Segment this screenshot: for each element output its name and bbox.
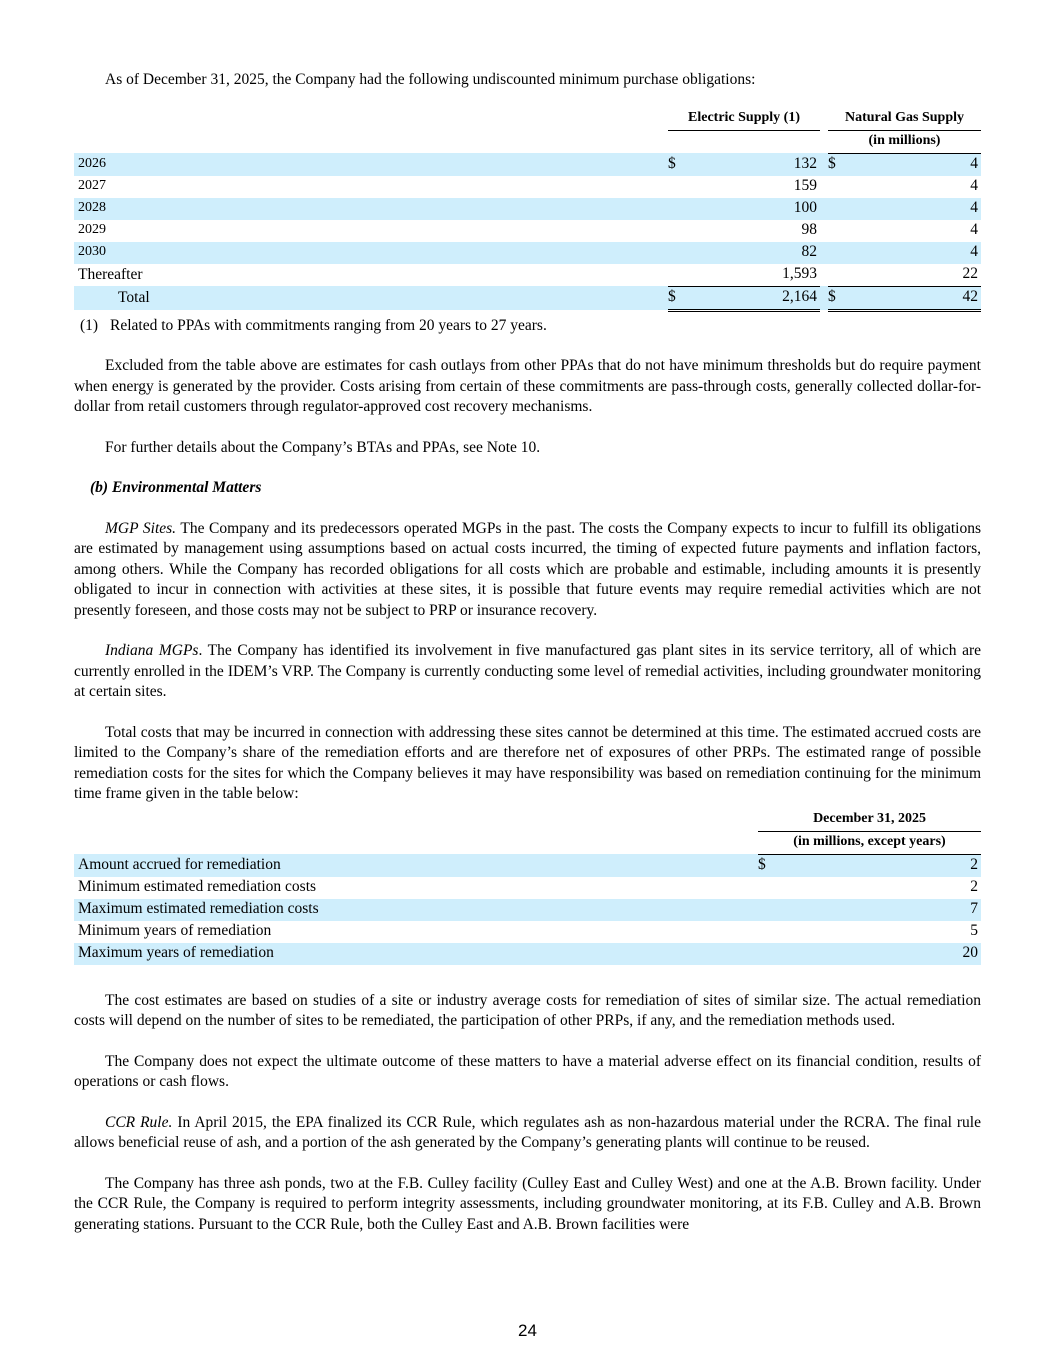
row-label: Amount accrued for remediation bbox=[74, 854, 758, 877]
footnote-text: Related to PPAs with commitments ranging from 20 years to 27 years. bbox=[110, 316, 547, 334]
row-label: 2027 bbox=[78, 178, 106, 194]
excluded-paragraph: Excluded from the table above are estimates for cash outlays from other PPAs that do not have minimum thresholds but do require payment when energy is generated by the provider. Costs arising from certain of these commitments are pass-through costs, generally collected dollar-for-dollar from retail customers through regulator-approved cost recovery mechanisms. bbox=[74, 357, 981, 415]
total-electric-value: 2,164 bbox=[680, 286, 820, 310]
remediation-units-label: (in millions, except years) bbox=[758, 831, 981, 854]
mgp-sites-lead: MGP Sites. bbox=[105, 519, 177, 537]
row-label: Maximum estimated remediation costs bbox=[74, 899, 758, 921]
row-label: 2029 bbox=[78, 222, 106, 238]
currency-symbol: $ bbox=[758, 854, 770, 877]
page-number: 24 bbox=[518, 1321, 537, 1340]
table-row bbox=[74, 921, 981, 943]
table-row bbox=[74, 899, 981, 921]
gas-value: 4 bbox=[970, 177, 978, 195]
further-details-paragraph: For further details about the Company’s BTAs and PPAs, see Note 10. bbox=[105, 438, 541, 456]
table-row bbox=[74, 176, 981, 198]
footnote-marker: (1) bbox=[80, 316, 99, 334]
currency-symbol: $ bbox=[828, 153, 840, 176]
currency-symbol: $ bbox=[668, 286, 680, 310]
table-row bbox=[74, 877, 981, 899]
total-row bbox=[74, 286, 981, 310]
electric-value: 82 bbox=[680, 242, 820, 264]
table-row bbox=[74, 264, 981, 287]
row-label: 2030 bbox=[74, 242, 668, 264]
currency-symbol: $ bbox=[828, 286, 840, 310]
remediation-date-header: December 31, 2025 bbox=[758, 809, 981, 832]
ccr-rule-lead: CCR Rule. bbox=[105, 1113, 173, 1131]
electric-value: 132 bbox=[680, 153, 820, 176]
ccr-rule-paragraph bbox=[74, 1113, 981, 1154]
cost-estimates-paragraph: The cost estimates are based on studies of a site or industry average costs for remediation of sites of similar size. The actual remediation costs will depend on the number of sites to be remediated, the participation of other PRPs, if any, and the remediation methods used. bbox=[74, 991, 981, 1029]
mgp-sites-text: The Company and its predecessors operated MGPs in the past. The costs the Company expects to incur to fulfill its obligations are estimated by management using assumptions based on actual costs incurred, the timing of expected future payments and inflation factors, among others. While the Company has recorded obligations for all costs which are probable and estimable, including amounts it is presently obligated to incur in connection with activities at these sites, it is possible that future events may require remedial activities which are not presently foreseen, and those costs may not be subject to PRP or insurance recovery. bbox=[74, 519, 981, 619]
table-row bbox=[74, 943, 981, 965]
electric-value: 100 bbox=[680, 198, 820, 220]
environmental-matters-heading: (b) Environmental Matters bbox=[90, 479, 262, 496]
indiana-mgps-text: . The Company has identified its involvement in five manufactured gas plant sites in its service territory, all of which are currently enrolled in the IDEM’s VRP. The Company is currently conducting some level of remedial activities, including groundwater monitoring at certain sites. bbox=[74, 642, 982, 700]
document-page bbox=[74, 70, 981, 1235]
no-material-effect-paragraph: The Company does not expect the ultimate outcome of these matters to have a material adverse effect on its financial condition, results of operations or cash flows. bbox=[74, 1052, 981, 1090]
total-label: Total bbox=[74, 286, 668, 310]
indiana-mgps-lead: Indiana MGPs bbox=[105, 642, 199, 659]
ash-ponds-paragraph: The Company has three ash ponds, two at the F.B. Culley facility (Culley East and Culley West) and one at the A.B. Brown facility. Under the CCR Rule, the Company is required to perform integrity assessments, including groundwater monitoring, at its F.B. Culley and A.B. Brown generating stations. Pursuant to the CCR Rule, both the Culley East and A.B. Brown facilities were bbox=[74, 1174, 981, 1233]
electric-supply-header: Electric Supply (1) bbox=[668, 108, 820, 131]
gas-value: 4 bbox=[840, 242, 981, 264]
remediation-value: 5 bbox=[970, 922, 978, 940]
intro-paragraph: As of December 31, 2025, the Company had the following undiscounted minimum purchase obligations: bbox=[105, 71, 756, 88]
row-label: Minimum years of remediation bbox=[78, 922, 272, 940]
remediation-value: 7 bbox=[770, 899, 981, 921]
electric-value: 98 bbox=[801, 221, 817, 239]
gas-value: 4 bbox=[970, 221, 978, 239]
row-label: Maximum years of remediation bbox=[74, 943, 758, 965]
row-label: 2028 bbox=[74, 198, 668, 220]
remediation-value: 2 bbox=[770, 854, 981, 877]
natural-gas-supply-header: Natural Gas Supply bbox=[828, 108, 981, 131]
total-costs-paragraph: Total costs that may be incurred in connection with addressing these sites cannot be determined at this time. The estimated accrued costs are limited to the Company’s share of the remediation efforts and are therefore net of exposures of other PRPs. The estimated range of possible remediation costs for the sites for which the Company believes it may have responsibility was based on remediation continuing for the minimum time frame given in the table below: bbox=[74, 723, 981, 802]
table-row bbox=[74, 198, 981, 220]
remediation-value: 2 bbox=[970, 878, 978, 896]
ccr-rule-text: In April 2015, the EPA finalized its CCR Rule, which regulates ash as non-hazardous material under the RCRA. The final rule allows beneficial reuse of ash, and a portion of the ash generated by the Company’s generating plants will continue to be reused. bbox=[74, 1113, 981, 1151]
row-label: Thereafter bbox=[78, 265, 143, 283]
electric-value: 159 bbox=[793, 177, 817, 195]
purchase-obligations-table bbox=[74, 108, 981, 312]
units-label: (in millions) bbox=[828, 130, 981, 153]
remediation-table bbox=[74, 809, 981, 965]
total-gas-value: 42 bbox=[840, 286, 981, 310]
remediation-value: 20 bbox=[770, 943, 981, 965]
gas-value: 4 bbox=[840, 198, 981, 220]
electric-value: 1,593 bbox=[782, 265, 817, 283]
table-row bbox=[74, 242, 981, 264]
row-label: Minimum estimated remediation costs bbox=[78, 878, 317, 896]
row-label: 2026 bbox=[74, 153, 668, 176]
currency-symbol: $ bbox=[668, 153, 680, 176]
indiana-mgps-paragraph bbox=[74, 641, 981, 703]
gas-value: 4 bbox=[840, 153, 981, 176]
table-row bbox=[74, 153, 981, 176]
gas-value: 22 bbox=[962, 265, 978, 283]
table-footnote bbox=[74, 316, 981, 337]
mgp-sites-paragraph bbox=[74, 519, 981, 622]
table-row bbox=[74, 220, 981, 242]
table-row bbox=[74, 854, 981, 877]
